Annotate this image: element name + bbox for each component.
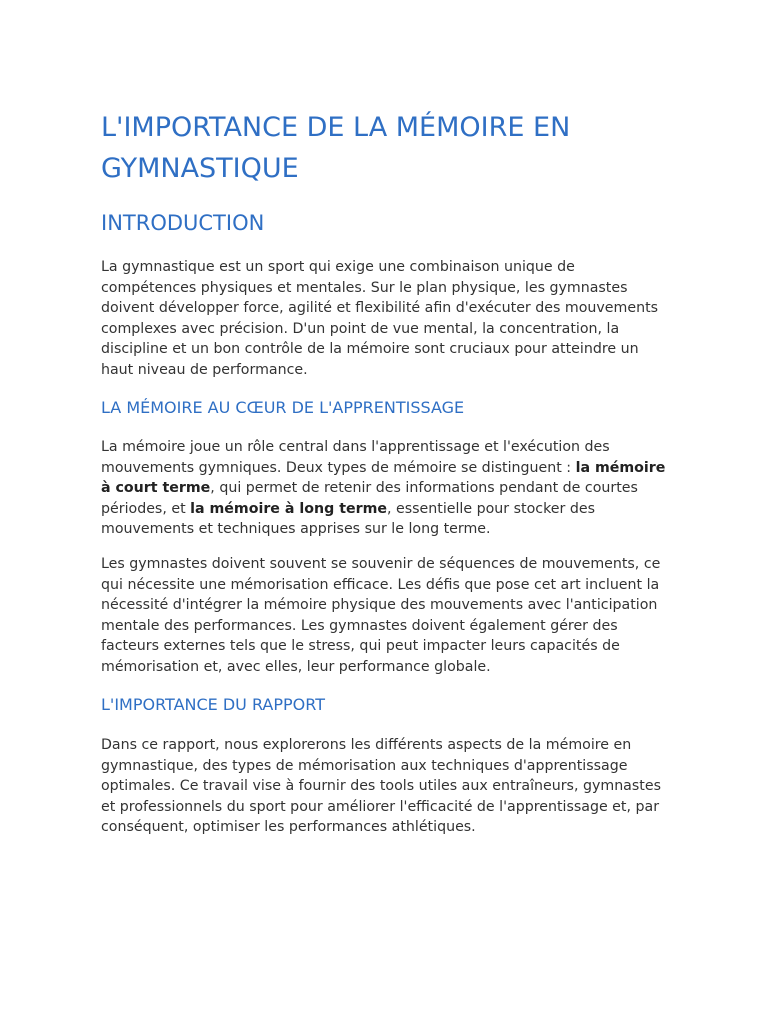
memoire-text-part-2: , qui permet de retenir des informations pendant de courtes périodes, et [101, 480, 638, 517]
rapport-paragraph: Dans ce rapport, nous explorerons les différents aspects de la mémoire en gymnastique, des types de mémorisation aux techniques d'apprentissage optimales. Ce travail vise à fournir des tools utiles aux entraîneurs, gymnastes et professionnels du sport pour améliorer l'efficacité de l'apprentissage et, par conséquent, optimiser les performances athlétiques. [101, 737, 661, 835]
memoire-heading: LA MÉMOIRE AU CŒUR DE L'APPRENTISSAGE [101, 398, 465, 417]
document-title: L'IMPORTANCE DE LA MÉMOIRE EN GYMNASTIQUE [101, 112, 571, 184]
short-term-memory-term: la mémoire à court terme [101, 459, 666, 496]
memoire-paragraph-2: Les gymnastes doivent souvent se souvenir de séquences de mouvements, ce qui nécessite une mémorisation efficace. Les défis que pose cet art incluent la nécessité d'intégrer la mémoire physique des mouvements avec l'anticipation mentale des performances. Les gymnastes doivent également gérer des facteurs externes tels que le stress, qui peut impacter leurs capacités de mémorisation et, avec elles, leur performance globale. [101, 556, 661, 675]
rapport-heading: L'IMPORTANCE DU RAPPORT [101, 695, 325, 714]
introduction-heading: INTRODUCTION [101, 211, 265, 235]
long-term-memory-term: la mémoire à long terme [190, 500, 387, 517]
memoire-text-part-3: , essentielle pour stocker des mouvements et techniques apprises sur le long terme. [101, 500, 595, 537]
introduction-paragraph: La gymnastique est un sport qui exige une combinaison unique de compétences physiques et mentales. Sur le plan physique, les gymnastes doivent développer force, agilité et flexibilité afin d'exécuter des mouvements complexes avec précision. D'un point de vue mental, la concentration, la discipline et un bon contrôle de la mémoire sont cruciaux pour atteindre un haut niveau de performance. [101, 259, 659, 378]
memoire-paragraph-1 [101, 437, 671, 540]
memoire-text-part-1: La mémoire joue un rôle central dans l'apprentissage et l'exécution des mouvements gymniques. Deux types de mémoire se distinguent : [101, 439, 610, 476]
